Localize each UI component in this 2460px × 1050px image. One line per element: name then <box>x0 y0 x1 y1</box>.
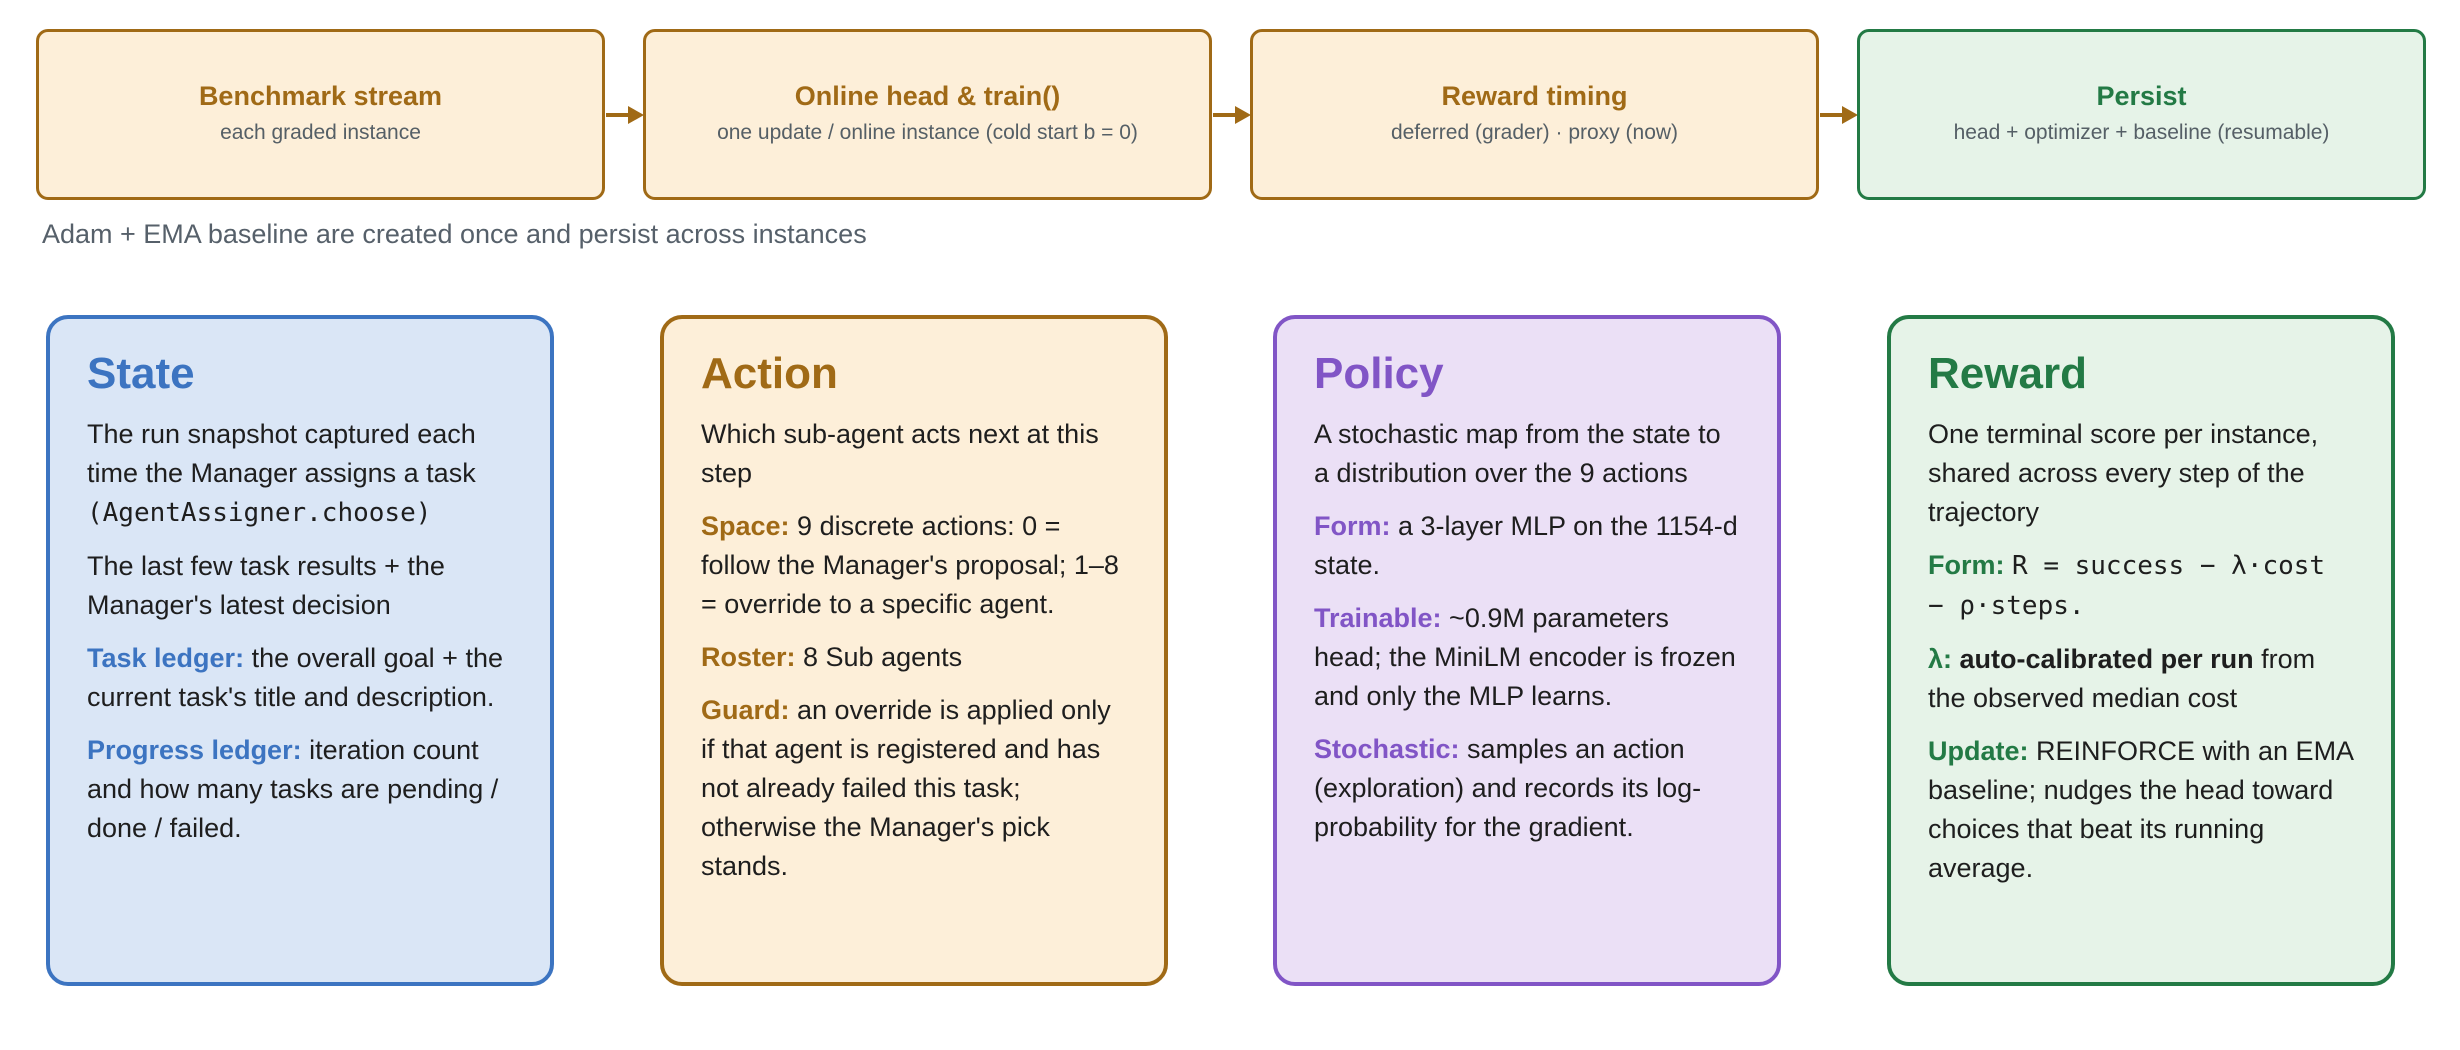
card-paragraph <box>1314 730 1741 847</box>
card-paragraph <box>87 415 514 533</box>
state-card <box>46 315 554 986</box>
paragraph-text: an override is applied only if that agent is registered and has not already failed this task; otherwise the Manager's pick stands. <box>701 695 1111 881</box>
paragraph-label: Space: <box>701 511 790 541</box>
paragraph-label: Progress ledger: <box>87 735 302 765</box>
paragraph-text: from the observed median cost <box>1928 644 2316 713</box>
policy-card <box>1273 315 1781 986</box>
paragraph-text: samples an action (exploration) and records its log-probability for the gradient. <box>1314 734 1702 842</box>
card-paragraph <box>1928 732 2355 888</box>
pipeline-step-title: Reward timing <box>1441 80 1628 111</box>
pipeline-arrow <box>606 106 644 124</box>
action-card <box>660 315 1168 986</box>
pipeline-step-subtitle: one update / online instance (cold start b = 0) <box>717 120 1138 144</box>
pipeline-step-subtitle: deferred (grader) · proxy (now) <box>1390 120 1679 144</box>
card-paragraph: The last few task results + the Manager's latest decision <box>87 551 445 620</box>
pipeline-step-title: Benchmark stream <box>198 80 443 111</box>
card-paragraph <box>1928 640 2355 718</box>
paragraph-text: ~0.9M parameters head; the MiniLM encoder is frozen and only the MLP learns. <box>1314 603 1736 711</box>
paragraph-label: Roster: <box>701 642 796 672</box>
pipeline-step-subtitle: head + optimizer + baseline (resumable) <box>1953 120 2330 144</box>
card-paragraph: A stochastic map from the state to a distribution over the 9 actions <box>1314 419 1721 488</box>
paragraph-label: λ: <box>1928 644 1953 674</box>
pipeline-step-title: Persist <box>2096 80 2187 111</box>
pipeline-step-subtitle: each graded instance <box>220 120 421 144</box>
paragraph-label: Trainable: <box>1314 603 1442 633</box>
card-paragraph: Which sub-agent acts next at this step <box>701 419 1099 488</box>
card-paragraph <box>701 638 1128 677</box>
paragraph-text: iteration count and how many tasks are pending / done / failed. <box>87 735 499 843</box>
pipeline-step-benchmark-stream <box>36 29 605 200</box>
pipeline-step-persist <box>1857 29 2426 200</box>
card-paragraph <box>1928 546 2355 626</box>
paragraph-text: REINFORCE with an EMA baseline; nudges the head toward choices that beat its running average. <box>1928 736 2353 883</box>
pipeline-step-reward-timing <box>1250 29 1819 200</box>
card-paragraph <box>1314 599 1741 716</box>
pipeline-arrow <box>1820 106 1858 124</box>
card-title: Policy <box>1314 349 1444 398</box>
reward-formula: R = success − λ·cost − ρ·steps. <box>1928 551 2326 621</box>
pipeline-step-title: Online head & train() <box>794 80 1061 111</box>
paragraph-text: a 3-layer MLP on the 1154-d state. <box>1314 511 1738 580</box>
code-snippet: (AgentAssigner.choose) <box>87 498 432 528</box>
pipeline-step-online-head <box>643 29 1212 200</box>
card-title: State <box>87 349 195 398</box>
card-paragraph: One terminal score per instance, shared across every step of the trajectory <box>1928 419 2319 527</box>
card-paragraph <box>87 731 514 848</box>
card-title: Reward <box>1928 349 2087 398</box>
card-paragraph <box>701 691 1128 886</box>
card-paragraph <box>1314 507 1741 585</box>
paragraph-label: Form: <box>1928 550 2005 580</box>
card-title: Action <box>701 349 838 398</box>
paragraph-text: The run snapshot captured each time the Manager assigns a task <box>87 419 476 488</box>
paragraph-label: Task ledger: <box>87 643 245 673</box>
pipeline-note: Adam + EMA baseline are created once and persist across instances <box>42 219 867 249</box>
paragraph-text: the overall goal + the current task's title and description. <box>87 643 503 712</box>
paragraph-text: 9 discrete actions: 0 = follow the Manager's proposal; 1–8 = override to a specific agent. <box>701 511 1119 619</box>
paragraph-label: Stochastic: <box>1314 734 1460 764</box>
paragraph-label: Form: <box>1314 511 1391 541</box>
paragraph-label: Guard: <box>701 695 790 725</box>
paragraph-label: Update: <box>1928 736 2029 766</box>
paragraph-emphasis: auto-calibrated per run <box>1959 644 2254 674</box>
card-paragraph <box>701 507 1128 624</box>
card-paragraph <box>87 639 514 717</box>
paragraph-text: 8 Sub agents <box>795 642 963 672</box>
pipeline-arrow <box>1213 106 1251 124</box>
reward-card <box>1887 315 2395 986</box>
